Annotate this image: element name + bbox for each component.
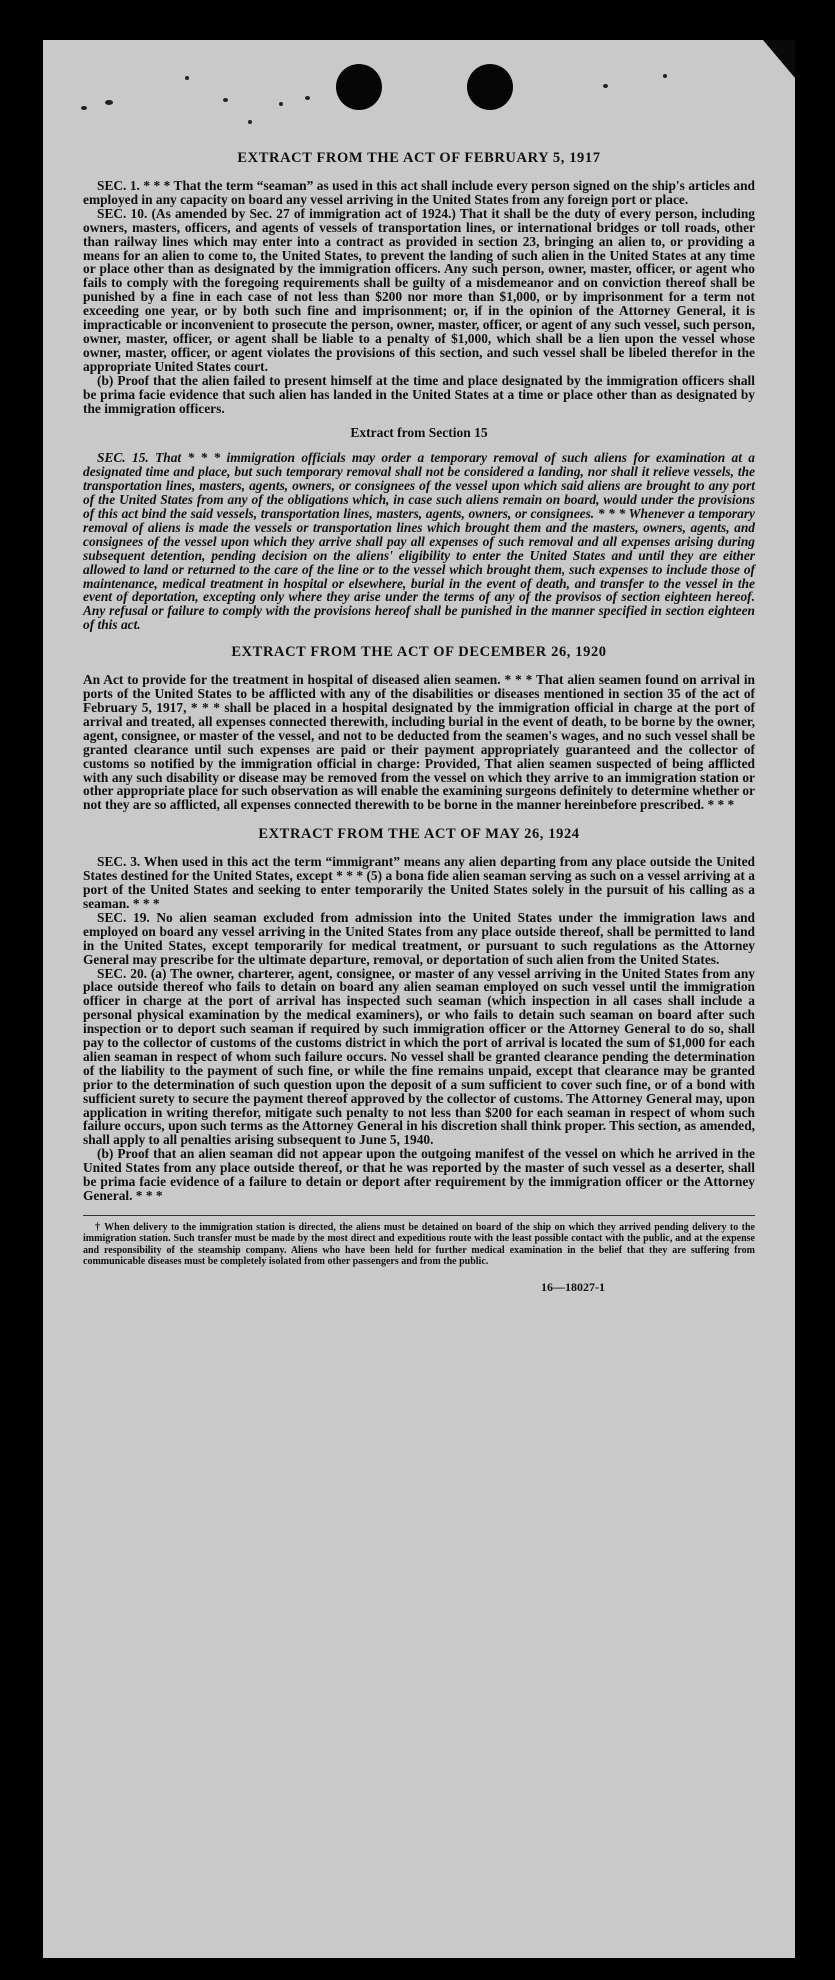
section-title-feb1917: EXTRACT FROM THE ACT OF FEBRUARY 5, 1917 — [237, 150, 601, 166]
document-body — [83, 150, 755, 1295]
scan-speck — [223, 98, 228, 102]
punch-hole-right — [467, 64, 513, 110]
section-title-dec1920: EXTRACT FROM THE ACT OF DECEMBER 26, 1920 — [231, 644, 607, 661]
paragraph: (b) Proof that the alien failed to present himself at the time and place designated by the immigration officers shall be prima facie evidence that such alien has landed in the United States at a time or place other than as designated by the immigration officers. — [83, 372, 755, 416]
paragraph: An Act to provide for the treatment in hospital of diseased alien seamen. * * * That alien seamen found on arrival in ports of the United States to be afflicted with any of the disabilities or diseases mentioned in section 35 of the act of February 5, 1917, * * * shall be placed in a hospital designated by the immigration official in charge at the port of arrival and treated, all expenses connected therewith, including burial in the event of death, to be borne by the owner, agent, consignee, or master of the vessel, and not to be deducted from the seamen's wages, and no such vessel shall be granted clearance until such expenses are paid or their payment appropriately guaranteed and the collector of customs so notified by the immigration official in charge: Provided, That alien seamen suspected of being afflicted with any such disability or disease may be removed from the vessel on which they arrive to an immigration station or other appropriate place for such observation as will enable the examining surgeons definitely to determine whether or not they are so afflicted, all expenses connected therewith to be borne in the manner hereinbefore prescribed. * * * — [83, 672, 755, 813]
scan-speck — [248, 120, 252, 124]
section-title-sec15: Extract from Section 15 — [350, 425, 488, 441]
document-page — [43, 40, 795, 1958]
document-number: 16—18027-1 — [541, 1279, 605, 1294]
footnote-divider — [83, 1215, 755, 1216]
paragraph: SEC. 19. No alien seaman excluded from admission into the United States under the immigration laws and employed on board any vessel arriving in the United States from any place outside thereof, shall be permitted to land in the United States, except temporarily for medical treatment, or pursuant to such regulations as the Attorney General may prescribe for the ultimate departure, removal, or deportation of such alien from the United States. — [83, 909, 755, 967]
scan-speck — [305, 96, 310, 100]
punch-hole-left — [336, 64, 382, 110]
scan-speck — [603, 84, 608, 88]
paragraph: SEC. 20. (a) The owner, charterer, agent, consignee, or master of any vessel arriving in the United States from any place outside thereof who fails to detain on board any alien seaman employed on such vessel until the immigration officer in charge at the port of arrival has inspected such seaman (which inspection in all cases shall include a personal physical examination by the medical examiners), or who fails to detain such seaman on board after such inspection or to deport such seaman if required by such immigration officer or the Attorney General to do so, shall pay to the collector of customs of the customs district in which the port of arrival is located the sum of $1,000 for each alien seaman in respect of whom such failure occurs. No vessel shall be granted clearance pending the determination of the liability to the payment of such fine, or while the fine remains unpaid, except that clearance may be granted prior to the determination of such question upon the deposit of a sum sufficient to cover such fine, or of a bond with sufficient surety to secure the payment thereof approved by the collector of customs. The Attorney General may, upon application in writing therefor, mitigate such penalty to not less than $200 for each seaman in respect of whom such failure occurs, upon such terms as the Attorney General in his discretion shall think proper. This section, as amended, shall apply to all penalties arising subsequent to June 5, 1940. — [83, 965, 755, 1148]
scan-speck — [663, 74, 667, 78]
footnote: † When delivery to the immigration station is directed, the aliens must be detained on board of the ship on which they arrived pending delivery to the immigration station. Such transfer must be made by the most direct and expeditious route with the least possible contact with the public, and at the expense and responsibility of the steamship company. Aliens who have been held for further medical examination in the belief that they are suffering from communicable diseases must be completely isolated from other passengers and from the public. — [83, 1221, 755, 1268]
paragraph: (b) Proof that an alien seaman did not appear upon the outgoing manifest of the vessel on which he arrived in the United States from any place outside thereof, or that he was reported by the master of such vessel as a deserter, shall be prima facie evidence of a failure to detain or deport after requirement by the immigration officer or the Attorney General. * * * — [83, 1146, 755, 1203]
scan-speck — [105, 100, 113, 105]
torn-corner — [755, 40, 795, 78]
section-title-may1924: EXTRACT FROM THE ACT OF MAY 26, 1924 — [258, 826, 580, 843]
paragraph: SEC. 1. * * * That the term “seaman” as used in this act shall include every person signed on the ship's articles and employed in any capacity on board any vessel arriving in the United States from any foreign port or place. — [83, 178, 755, 207]
paragraph: SEC. 15. That * * * immigration officials may order a temporary removal of such aliens for examination at a designated time and place, but such temporary removal shall not be considered a landing, nor shall it relieve vessels, the transportation lines, masters, agents, owners, or consignees of the vessel upon which said aliens are brought to any port of the United States from any of the obligations which, in case such aliens remain on board, would under the provisions of this act bind the said vessels, transportation lines, masters, agents, owners, or consignees. * * * Whenever a temporary removal of aliens is made the vessels or transportation lines which brought them and the masters, owners, agents, and consignees of the vessel upon which they arrive shall pay all expenses of such removal and all expenses arising during subsequent detention, pending decision on the aliens' eligibility to enter the United States and until they are either allowed to land or returned to the care of the line or to the vessel which brought them, such expenses to include those of maintenance, medical treatment in hospital or elsewhere, burial in the event of death, and transfer to the vessel in the event of deportation, excepting only where they arise under the terms of any of the provisos of section eighteen hereof. Any refusal or failure to comply with the provisions hereof shall be punished in the manner specified in section eighteen of this act. — [83, 450, 755, 633]
paragraph: SEC. 10. (As amended by Sec. 27 of immigration act of 1924.) That it shall be the duty of every person, including owners, masters, officers, and agents of vessels of transportation lines, or international bridges or toll roads, other than railway lines which may enter into a contract as provided in section 23, bringing an alien to, or providing a means for an alien to come to, the United States, to prevent the landing of such alien in the United States at any time or place other than as designated by the immigration officers. Any such person, owner, master, officer, or agent who fails to comply with the foregoing requirements shall be guilty of a misdemeanor and on conviction thereof shall be punished by a fine in each case of not less than $200 nor more than $1,000, or by imprisonment for a term not exceeding one year, or by both such fine and imprisonment; or, if in the opinion of the Attorney General, it is impracticable or inconvenient to prosecute the person, owner, master, officer, or agent of any such vessel, such person, owner, master, officer, or agent shall be liable to a penalty of $1,000, which shall be a lien upon the vessel whose owner, master, officer, or agent violates the provisions of this section, and such vessel shall be libeled therefor in the appropriate United States court. — [83, 205, 755, 374]
scan-speck — [185, 76, 189, 80]
paragraph: SEC. 3. When used in this act the term “immigrant” means any alien departing from any place outside the United States destined for the United States, except * * * (5) a bona fide alien seaman serving as such on a vessel arriving at a port of the United States and seeking to enter temporarily the United States solely in the pursuit of his calling as a seaman. * * * — [83, 854, 755, 911]
scan-speck — [279, 102, 283, 106]
scan-speck — [81, 106, 87, 110]
